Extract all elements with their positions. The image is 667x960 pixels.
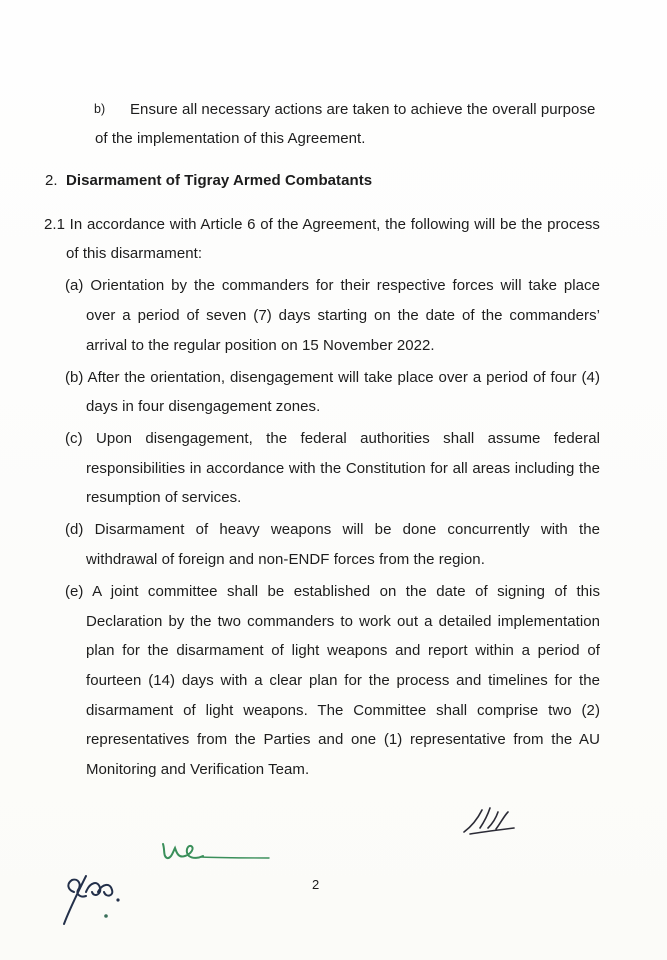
sub-c-line-3: resumption of services. [86, 489, 242, 506]
sub-b-line-2: days in four disengagement zones. [86, 398, 321, 415]
item-b-line-1: Ensure all necessary actions are taken to achieve the overall purpose [130, 101, 596, 118]
sub-a-line-2: over a period of seven (7) days starting on the date of the commanders’ [86, 307, 600, 324]
sub-e-line-4: fourteen (14) days with a clear plan for the process and timelines for the [86, 672, 600, 689]
item-b-marker: b) [94, 102, 106, 116]
sub-e-line-5: disarmament of light weapons. The Committee shall comprise two (2) [86, 702, 600, 719]
section-heading: Disarmament of Tigray Armed Combatants [66, 172, 373, 189]
signature-green [155, 834, 273, 866]
sub-c-line-1: (c) Upon disengagement, the federal authorities shall assume federal [65, 430, 600, 447]
clause-2-1-line-1: 2.1 In accordance with Article 6 of the Agreement, the following will be the process [44, 216, 600, 233]
sub-b-line-1: (b) After the orientation, disengagement will take place over a period of four (4) [65, 369, 600, 386]
sub-e-line-2: Declaration by the two commanders to work out a detailed implementation [86, 613, 600, 630]
sub-d-line-2: withdrawal of foreign and non-ENDF forces from the region. [86, 551, 485, 568]
sub-e-line-7: Monitoring and Verification Team. [86, 761, 310, 778]
item-b-line-2: of the implementation of this Agreement. [95, 130, 366, 147]
sub-a-line-1: (a) Orientation by the commanders for their respective forces will take place [65, 277, 600, 294]
sub-e-line-1: (e) A joint committee shall be established on the date of signing of this [65, 583, 600, 600]
sub-e-line-6: representatives from the Parties and one (1) representative from the AU [86, 731, 600, 748]
signature-left [58, 862, 134, 932]
sub-d-line-1: (d) Disarmament of heavy weapons will be done concurrently with the [65, 521, 600, 538]
page-number: 2 [312, 877, 320, 892]
sub-c-line-2: responsibilities in accordance with the Constitution for all areas including the [86, 460, 600, 477]
sub-e-line-3: plan for the disarmament of light weapons and report within a period of [86, 642, 600, 659]
clause-2-1-line-2: of this disarmament: [66, 245, 203, 262]
signature-initials-right [458, 802, 522, 840]
sub-a-line-3: arrival to the regular position on 15 November 2022. [86, 337, 435, 354]
section-number: 2. [45, 172, 58, 189]
